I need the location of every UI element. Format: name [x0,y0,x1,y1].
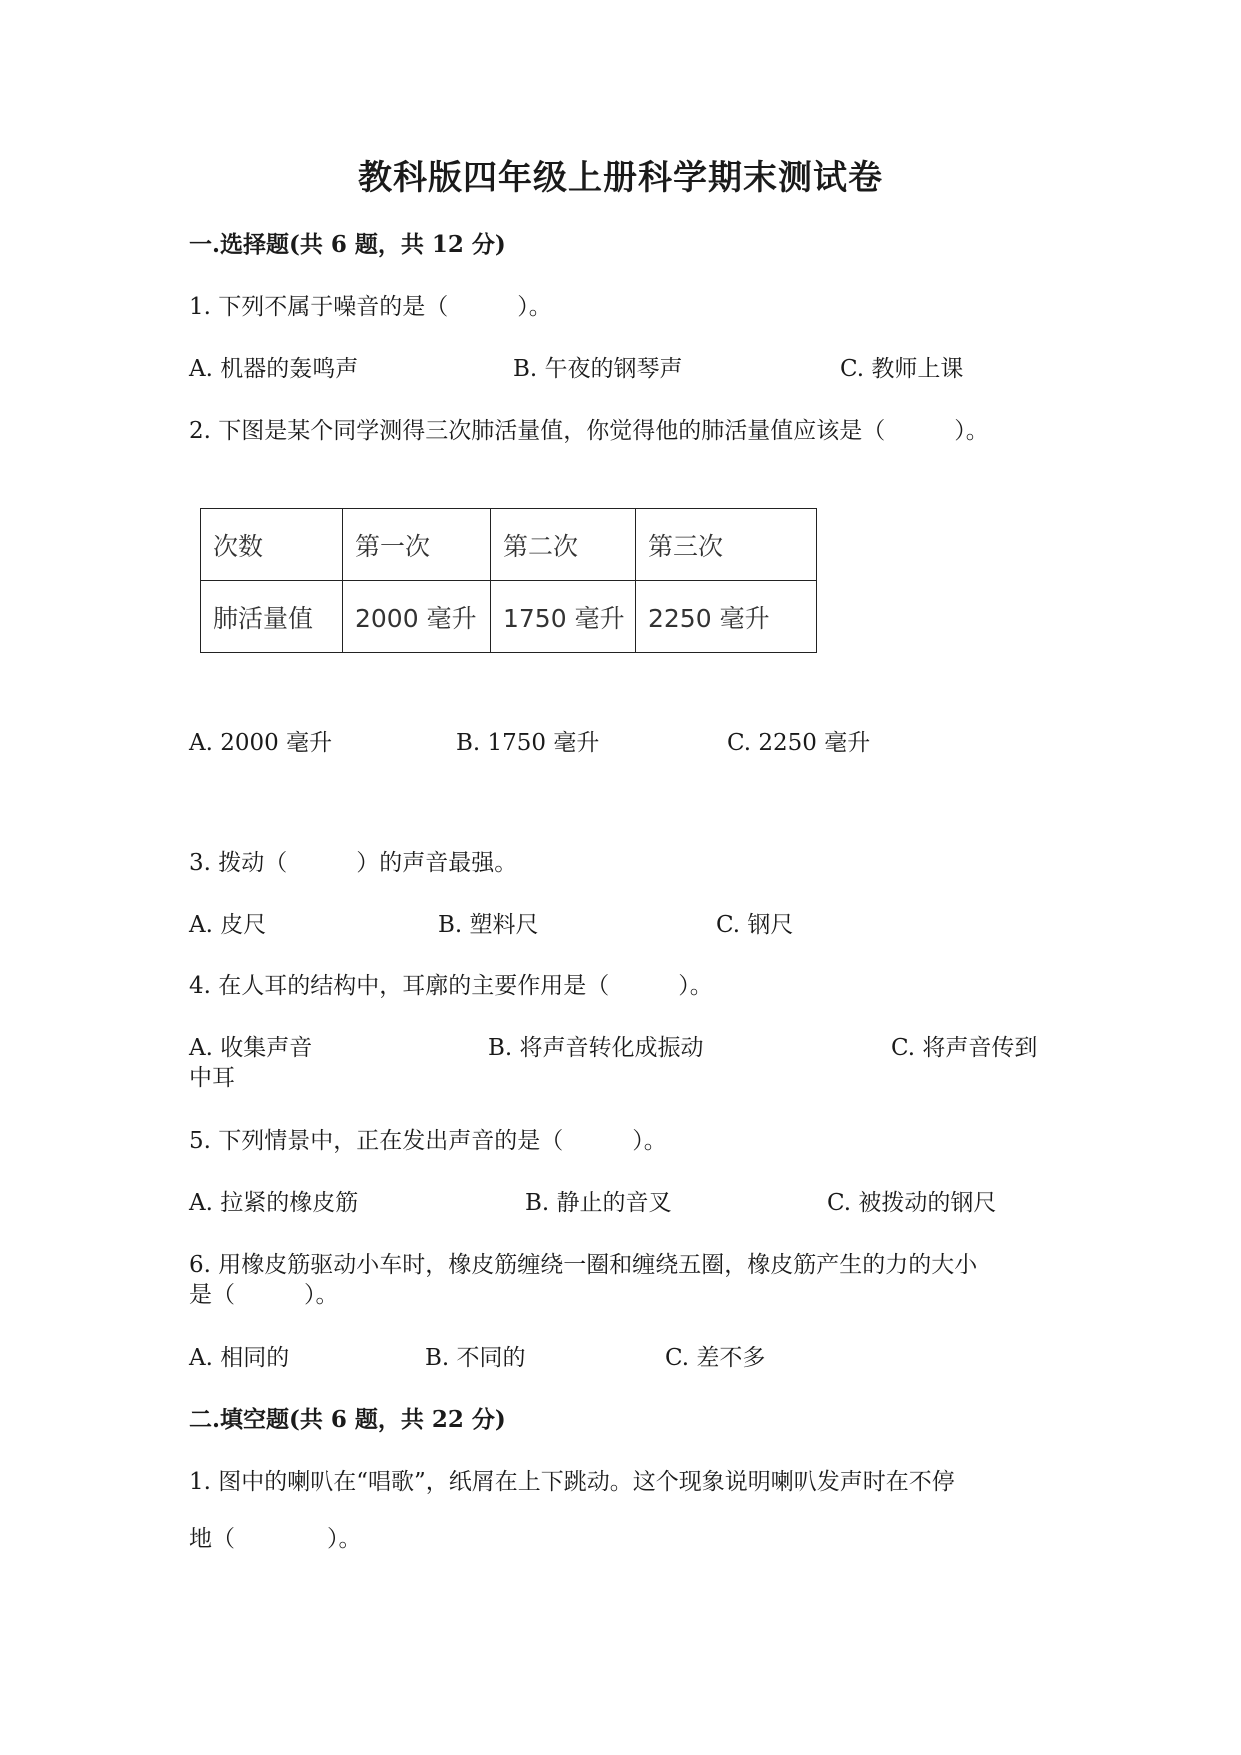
q1-option-a: A. 机器的轰鸣声 [189,356,359,382]
q3-option-a: A. 皮尺 [189,912,267,938]
table-row [201,581,817,653]
question-2: 2. 下图是某个同学测得三次肺活量值，你觉得他的肺活量值应该是（ ）。 [189,418,989,444]
q6-option-b: B. 不同的 [425,1345,526,1371]
section-heading-choice: 一.选择题(共 6 题，共 12 分) [189,231,506,258]
q2-option-c: C. 2250 毫升 [727,730,871,756]
q4-option-a: A. 收集声音 [189,1035,313,1061]
section-heading-fill: 二.填空题(共 6 题，共 22 分) [189,1406,506,1433]
q5-option-c: C. 被拨动的钢尺 [827,1190,997,1216]
table-cell: 2250 毫升 [636,581,817,653]
table-cell: 次数 [201,509,343,581]
table-cell: 第三次 [636,509,817,581]
question-1: 1. 下列不属于噪音的是（ ）。 [189,294,552,320]
table-cell: 肺活量值 [201,581,343,653]
q1-option-b: B. 午夜的钢琴声 [513,356,683,382]
question-6-line2: 是（ ）。 [189,1282,339,1308]
q2-option-a: A. 2000 毫升 [189,730,333,756]
fill-question-1-line2: 地（ ）。 [189,1526,362,1552]
question-6-line1: 6. 用橡皮筋驱动小车时，橡皮筋缠绕一圈和缠绕五圈，橡皮筋产生的力的大小 [189,1252,978,1278]
q4-option-b: B. 将声音转化成振动 [488,1035,704,1061]
lung-capacity-table [200,508,817,653]
fill-question-1-line1: 1. 图中的喇叭在“唱歌”，纸屑在上下跳动。这个现象说明喇叭发声时在不停 [189,1469,955,1495]
q5-option-a: A. 拉紧的橡皮筋 [189,1190,359,1216]
table-cell: 2000 毫升 [343,581,491,653]
q5-option-b: B. 静止的音叉 [525,1190,672,1216]
q6-option-c: C. 差不多 [665,1345,766,1371]
question-3: 3. 拨动（ ）的声音最强。 [189,850,518,876]
table-header-row [201,509,817,581]
table-cell: 第一次 [343,509,491,581]
page-title: 教科版四年级上册科学期末测试卷 [358,158,883,198]
q2-option-b: B. 1750 毫升 [456,730,600,756]
table-cell: 第二次 [491,509,636,581]
question-5: 5. 下列情景中，正在发出声音的是（ ）。 [189,1128,667,1154]
q4-option-c: C. 将声音传到 [891,1035,1038,1061]
table-cell: 1750 毫升 [491,581,636,653]
q1-option-c: C. 教师上课 [840,356,964,382]
q4-option-c-wrap: 中耳 [189,1065,235,1091]
q3-option-c: C. 钢尺 [716,912,794,938]
q6-option-a: A. 相同的 [189,1345,290,1371]
q3-option-b: B. 塑料尺 [438,912,539,938]
question-4: 4. 在人耳的结构中，耳廓的主要作用是（ ）。 [189,973,713,999]
